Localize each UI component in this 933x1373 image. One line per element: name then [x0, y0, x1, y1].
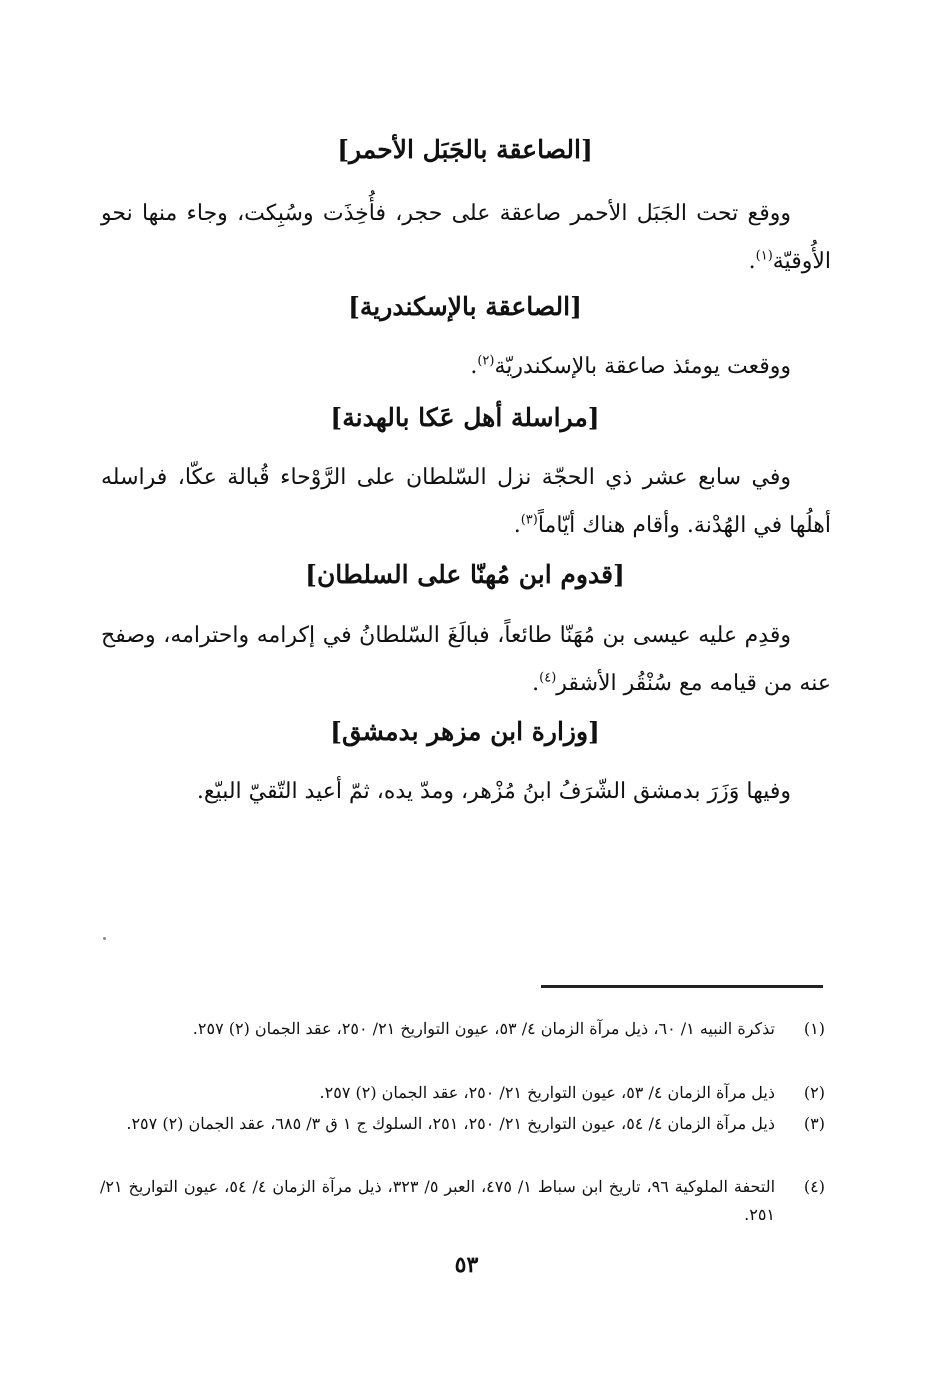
paragraph-end: .	[470, 354, 478, 379]
paragraph-text: وفيها وَزَرَ بدمشق الشّرَفُ ابنُ مُزْهر، ومدّ يده، ثمّ أعيد التّقيّ البيّع.	[196, 779, 791, 804]
footnote-number: (٣)	[803, 1114, 825, 1133]
footnote-text: تذكرة النبيه ١/ ٦٠، ذيل مرآة الزمان ٤/ ٥٣، عيون التواريخ ٢١/ ٢٥٠، عقد الجمان (٢) ٢٥٧.	[192, 1019, 775, 1038]
footnote	[100, 1173, 825, 1229]
footnote-ref[interactable]: (١)	[755, 248, 773, 264]
paragraph-text: وفي سابع عشر ذي الحجّة نزل السّلطان على الرَّوْحاء قُبالة عكّا، فراسله أهلُها في الهُدْنة. وأقام هناك أيّاماً	[101, 465, 831, 538]
footnote-ref[interactable]: (٣)	[520, 512, 538, 528]
paragraph-end: .	[513, 513, 521, 538]
section-heading: [الصاعقة بالجَبَل الأحمر]	[337, 135, 593, 164]
scan-speck	[103, 937, 106, 940]
footnote	[100, 1110, 825, 1138]
paragraph-end: .	[532, 671, 540, 696]
section-paragraph	[101, 190, 831, 286]
footnote-divider	[541, 985, 823, 988]
footnote-text: التحفة الملوكية ٩٦، تاريخ ابن سباط ١/ ٤٧٥، العبر ٥/ ٣٢٣، ذيل مرآة الزمان ٤/ ٥٤، عيون التواريخ ٢١/ ٢٥١.	[100, 1177, 776, 1224]
paragraph-text: ووقع تحت الجَبَل الأحمر صاعقة على حجر، فأُخِذَت وسُبِكت، وجاء منها نحو الأُوقيّة	[101, 201, 831, 274]
footnote-number: (٤)	[803, 1177, 825, 1196]
footnote-number: (٢)	[803, 1083, 825, 1102]
section-paragraph	[101, 768, 831, 816]
section-heading: [مراسلة أهل عَكا بالهدنة]	[330, 403, 600, 432]
section-paragraph	[101, 454, 831, 550]
section-heading: [قدوم ابن مُهنّا على السلطان]	[305, 560, 625, 589]
footnote-ref[interactable]: (٢)	[477, 353, 495, 369]
paragraph-text: ووقعت يومئذ صاعقة بالإسكندريّة	[494, 354, 791, 379]
page-number: ٥٣	[454, 1252, 479, 1278]
section-paragraph	[101, 612, 831, 708]
paragraph-text: وقدِم عليه عيسى بن مُهَنّا طائعاً، فبالَغَ السّلطانُ في إكرامه واحترامه، وصفح عنه من قيامه مع سُنْقُر الأشقر	[101, 623, 831, 696]
paragraph-end: .	[748, 249, 756, 274]
footnote-number: (١)	[803, 1019, 825, 1038]
footnote-text: ذيل مرآة الزمان ٤/ ٥٤، عيون التواريخ ٢١/ ٢٥٠، ٢٥١، السلوك ج ١ ق ٣/ ٦٨٥، عقد الجمان (٢) ٢٥٧.	[126, 1114, 775, 1133]
footnote-ref[interactable]: (٤)	[539, 670, 557, 686]
section-paragraph	[101, 343, 831, 391]
section-heading: [الصاعقة بالإسكندرية]	[348, 292, 582, 321]
footnote	[100, 1015, 825, 1043]
section-heading: [وزارة ابن مزهر بدمشق]	[330, 717, 600, 746]
footnote	[100, 1079, 825, 1107]
footnote-text: ذيل مرآة الزمان ٤/ ٥٣، عيون التواريخ ٢١/ ٢٥٠، عقد الجمان (٢) ٢٥٧.	[319, 1083, 775, 1102]
